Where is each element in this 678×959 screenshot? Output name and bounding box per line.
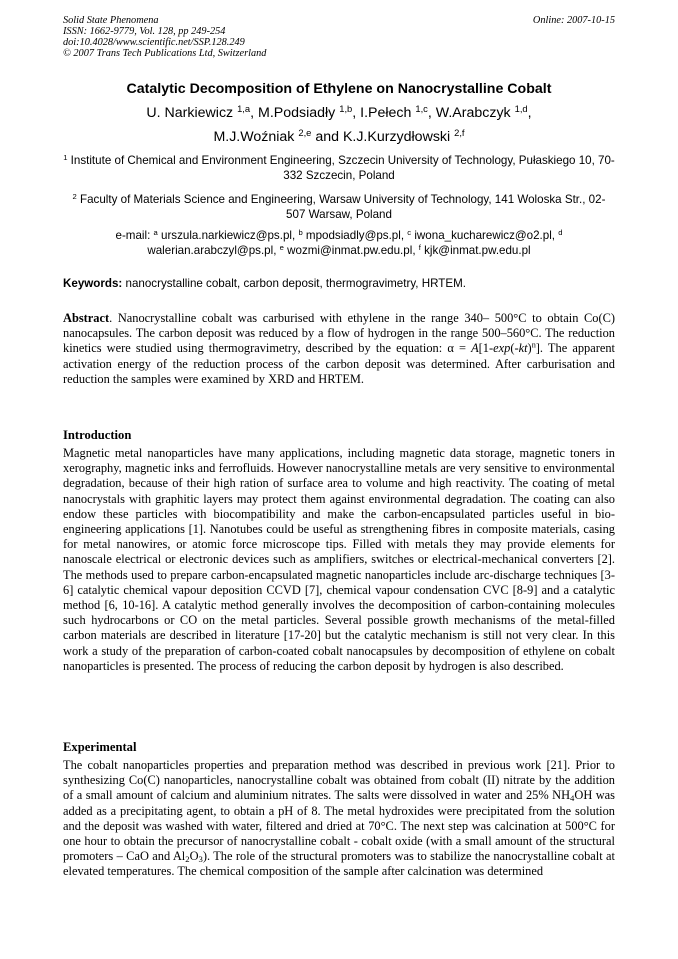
email-list: e-mail: $^a$ urszula.narkiewicz@ps.pl, $^b$ mpodsiadly@ps.pl, $^c$ iwona_kucharewicz@o2.pl, $^d$ walerian.arabczyl@ps.pl, $^e$ wozmi@inmat.pw.edu.pl, $^f$ kjk@inmat.pw.edu.pl <box>115 227 563 257</box>
author-affiliation-mark: 1,b <box>339 103 353 114</box>
author-name: W.Arabczyk <box>435 105 511 121</box>
equation-alpha: α = <box>447 341 472 356</box>
affiliation-text: Faculty of Materials Science and Engineering, Warsaw University of Technology, 141 Woloska Str., 02-507 Warsaw, Poland <box>80 193 606 221</box>
experimental-text-1: The cobalt nanoparticles properties and preparation method was described in previous work [21]. Prior to synthesizing Co(C) nanoparticles, nanocrystalline cobalt was obtained from cobalt (II) nitrate by the addition of a small amount of calcium and aluminium nitrates. The salts were dissolved in water and 25% NH <box>63 758 615 803</box>
email-mark: a <box>153 227 158 237</box>
author-affiliation-mark: 1,a <box>237 103 251 114</box>
email-label: e-mail: <box>115 229 154 242</box>
journal-header <box>63 15 615 59</box>
experimental-text <box>63 758 615 880</box>
author-name: M.J.Woźniak <box>213 129 295 145</box>
journal-issn: ISSN: 1662-9779, Vol. 128, pp 249-254 <box>63 26 226 37</box>
author-and: and <box>311 129 343 145</box>
equation-kt: kt <box>518 341 528 356</box>
author-affiliation-mark: 1,c <box>415 103 428 114</box>
author-list <box>63 101 615 149</box>
paper-title: Catalytic Decomposition of Ethylene on Nanocrystalline Cobalt <box>126 81 552 97</box>
author-name: U. Narkiewicz <box>146 105 234 121</box>
abstract-text-1: . Nanocrystalline cobalt was carburised with ethylene in the range 340– 500°C to obtain Co(C) nanocapsules. The carbon deposit was reduced by a flow of hydrogen in the range 500–560°C. The reduction kinetics were studied using thermogravimetry, described by the equation: <box>63 311 615 356</box>
experimental-text-2: OH was added as a precipitating agent, to obtain a pH of 8. The metal hydroxides were precipitated from the solution and the deposit was washed with water, filtered and dried at 70°C. The next step was calcination at 500°C for one hour to obtain the precursor of nanocrystalline cobalt - cobalt oxide (with a small amount of the structural promoters – CaO and Al <box>63 788 616 864</box>
affiliation-number: 1 <box>63 152 68 162</box>
journal-doi: doi:10.4028/www.scientific.net/SSP.128.249 <box>63 37 245 48</box>
email-address[interactable]: kjk@inmat.pw.edu.pl <box>424 244 531 257</box>
introduction-heading: Introduction <box>63 428 132 442</box>
equation-paren-open: (- <box>510 341 519 356</box>
author-affiliation-mark: 2,f <box>454 127 465 138</box>
email-mark: d <box>558 227 563 237</box>
subscript-2: 2 <box>185 854 190 865</box>
author-separator: , <box>250 105 258 121</box>
abstract <box>63 311 615 387</box>
affiliation-1 <box>63 153 615 183</box>
equation-bracket-open: [1- <box>478 341 494 356</box>
email-mark: e <box>279 242 284 252</box>
author-separator: , <box>527 105 532 121</box>
equation-A: A <box>471 341 479 356</box>
experimental-text-3: O <box>189 849 199 864</box>
subscript-3: 3 <box>198 854 203 865</box>
equation-exp: exp <box>493 341 511 356</box>
author-affiliation-mark: 2,e <box>298 127 312 138</box>
keywords <box>63 276 615 291</box>
email-address[interactable]: mpodsiadly@ps.pl <box>305 229 401 242</box>
author-name: I.Pełech <box>360 105 412 121</box>
email-mark: b <box>298 227 303 237</box>
affiliation-2 <box>63 192 615 222</box>
author-affiliation-mark: 1,d <box>514 103 528 114</box>
author-separator: , <box>427 105 436 121</box>
equation-paren-close: ) <box>527 341 532 356</box>
online-date: Online: 2007-10-15 <box>532 15 615 26</box>
email-mark: c <box>407 227 412 237</box>
email-address[interactable]: urszula.narkiewicz@ps.pl <box>161 229 292 242</box>
affiliation-text: Institute of Chemical and Environment Engineering, Szczecin University of Technology, Pułaskiego 10, 70-332 Szczecin, Poland <box>70 154 615 182</box>
equation-bracket-close: ] <box>535 341 540 356</box>
author-separator: , <box>352 105 361 121</box>
experimental-heading: Experimental <box>63 740 137 754</box>
affiliation-number: 2 <box>72 191 77 201</box>
email-mark: f <box>418 242 421 252</box>
author-name: M.Podsiadły <box>258 105 336 121</box>
experimental-text-4: ). The role of the structural promoters was to stabilize the nanocrystalline cobalt at elevated temperatures. The chemical composition of the sample after calcination was determined <box>63 849 615 879</box>
abstract-label: Abstract <box>63 311 110 325</box>
keywords-text: nanocrystalline cobalt, carbon deposit, thermogravimetry, HRTEM. <box>122 277 466 290</box>
email-address[interactable]: wozmi@inmat.pw.edu.pl <box>287 244 413 257</box>
abstract-text-2: . The apparent activation energy of the reduction process of the carbon deposit was determined. After carburisation and reduction the samples were examined by XRD and HRTEM. <box>63 341 615 386</box>
journal-copyright: © 2007 Trans Tech Publications Ltd, Switzerland <box>63 48 267 59</box>
keywords-label: Keywords: <box>63 277 123 290</box>
journal-name: Solid State Phenomena <box>63 15 159 26</box>
introduction-text: Magnetic metal nanoparticles have many applications, including magnetic data storage, magnetic toners in xerography, magnetic inks and ferrofluids. However nanocrystalline metals are very sensitive to environmental degradation, because of their high ration of surface area to volume and high reactivity. The coating of metal nanocrystals with graphitic layers may protect them against environmental degradation. The coating can also endow these particles with biocompatibility and make the carbon-encapsulated particles useful in bio-engineering applications [1]. Nanotubes could be useful as strengthening fibres in composite materials, casing for metal nanowires, or atomic force microscope tips. Filled with metals they may provide elements for nanoscale electrical or electronic devices such as amplifiers, switches or electrical-mechanical converters [2]. The methods used to prepare carbon-encapsulated magnetic nanoparticles include arc-discharge techniques [3-6] catalytic chemical vapour deposition CCVD [7], chemical vapour condensation CVC [8-9] and a catalytic method [6, 10-16]. A catalytic method generally involves the decomposition of carbon-containing molecules such hydrocarbons or CO on the metal particles. Several possible growth mechanisms of the metal-filled carbon materials are described in literature [17-20] but the catalytic mechanism is still not very clear. In this work a study of the preparation of carbon-coated cobalt nanocapsules by decomposition of ethylene on cobalt nanoparticles is presented. The process of reducing the carbon deposit by hydrogen is also described. <box>63 446 615 673</box>
email-address[interactable]: iwona_kucharewicz@o2.pl <box>414 229 552 242</box>
email-address[interactable]: walerian.arabczyl@ps.pl <box>147 244 274 257</box>
equation-exponent-n: n <box>531 340 536 350</box>
subscript-4: 4 <box>570 793 575 804</box>
author-name: K.J.Kurzydłowski <box>342 129 451 145</box>
